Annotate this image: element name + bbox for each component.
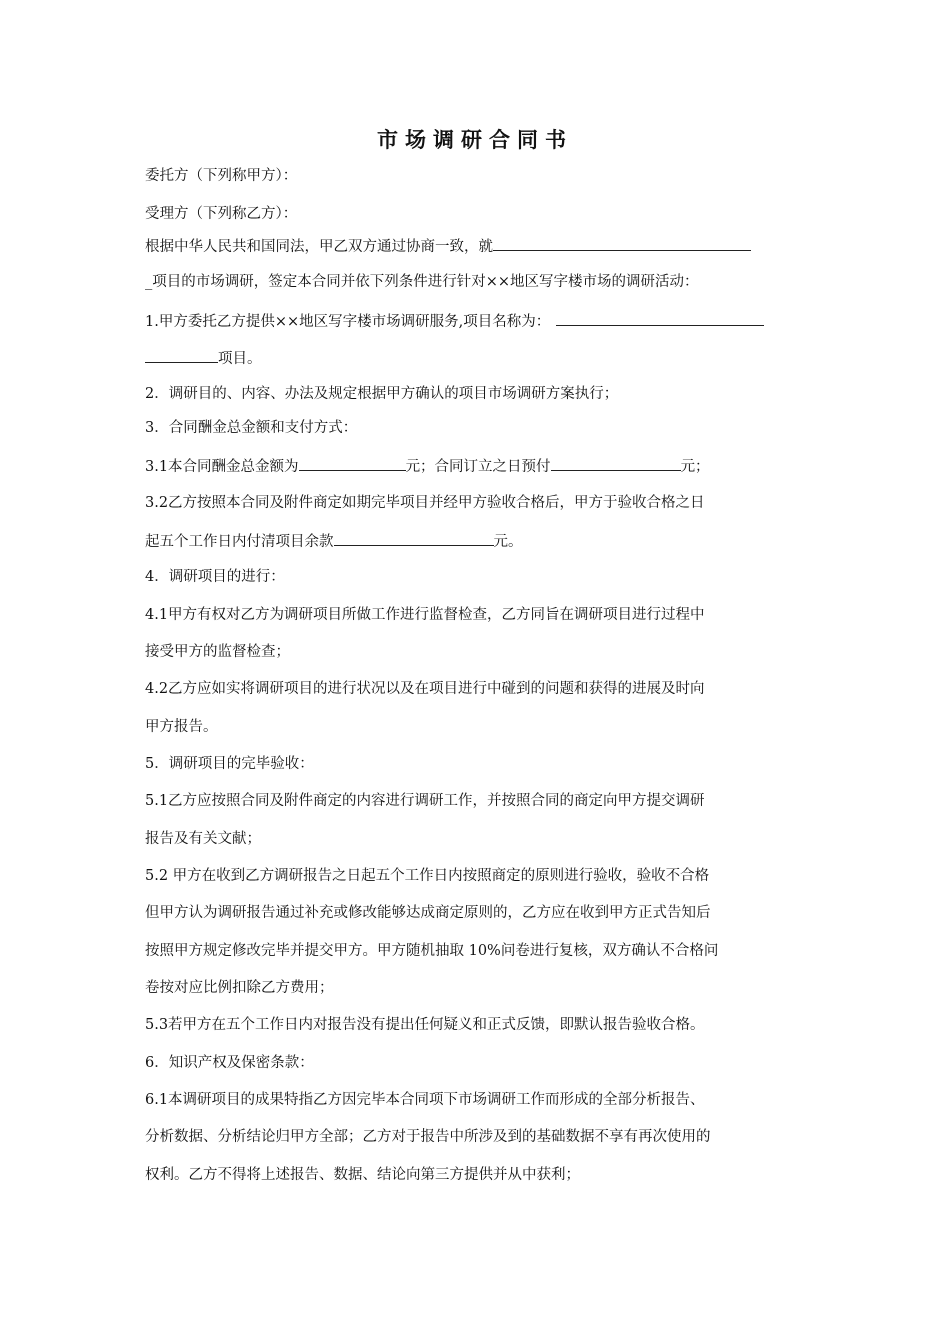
- text: 3.2乙方按照本合同及附件商定如期完毕项目并经甲方验收合格后，甲方于验收合格之日: [145, 495, 705, 511]
- text: 元。: [493, 534, 523, 550]
- text: 5.2 甲方在收到乙方调研报告之日起五个工作日内按照商定的原则进行验收，验收不合格: [145, 868, 710, 884]
- clause-5-heading: [145, 754, 815, 774]
- clause-4-2-line-1: [145, 679, 815, 699]
- fill-blank[interactable]: [556, 310, 764, 326]
- text: 权利。乙方不得将上述报告、数据、结论向第三方提供并从中获利；: [145, 1167, 580, 1183]
- clause-6-1-line-3: [145, 1165, 815, 1185]
- text: 4.2乙方应如实将调研项目的进行状况以及在项目进行中碰到的问题和获得的进展及时向: [145, 681, 705, 697]
- clause-3-heading: [145, 418, 815, 438]
- text: 受理方（下列称乙方）：: [145, 206, 298, 222]
- party-a-line: [145, 166, 815, 186]
- clause-6-heading: [145, 1053, 815, 1073]
- clause-6-1-line-2: [145, 1127, 815, 1147]
- clause-4-1-line-1: [145, 605, 815, 625]
- fill-blank[interactable]: [493, 235, 751, 251]
- text: 卷按对应比例扣除乙方费用；: [145, 980, 334, 996]
- clause-2-line: [145, 384, 815, 404]
- clause-5-1-line-2: [145, 829, 815, 849]
- clause-1-line-2: [145, 347, 815, 367]
- text: 4．调研项目的进行：: [145, 569, 285, 585]
- clause-3-2-line-1: [145, 493, 815, 513]
- text: 甲方报告。: [145, 719, 218, 735]
- clause-5-3-line: [145, 1015, 815, 1035]
- text: _项目的市场调研，签定本合同并依下列条件进行针对××地区写字楼市场的调研活动：: [145, 274, 699, 290]
- fill-blank[interactable]: [299, 455, 406, 471]
- clause-5-2-line-1: [145, 866, 815, 886]
- text: 根据中华人民共和国同法，甲乙双方通过协商一致，就: [145, 239, 493, 255]
- text: 报告及有关文献；: [145, 831, 261, 847]
- preamble-line-2: [145, 272, 815, 292]
- preamble-line-1: [145, 235, 815, 255]
- text: 6.1本调研项目的成果特指乙方因完毕本合同项下市场调研工作而形成的全部分析报告、: [145, 1092, 705, 1108]
- clause-4-heading: [145, 567, 815, 587]
- text: 起五个工作日内付清项目余款: [145, 534, 334, 550]
- clause-3-2-line-2: [145, 530, 815, 550]
- fill-blank[interactable]: [334, 530, 494, 546]
- fill-blank[interactable]: [145, 347, 218, 363]
- text: 委托方（下列称甲方）：: [145, 168, 298, 184]
- text: 4.1甲方有权对乙方为调研项目所做工作进行监督检查，乙方同旨在调研项目进行过程中: [145, 607, 705, 623]
- clause-3-1-line: [145, 455, 815, 475]
- text: 5．调研项目的完毕验收：: [145, 756, 314, 772]
- document-title: 市场调研合同书: [377, 128, 573, 152]
- clause-1-line-1: [145, 310, 815, 330]
- clause-4-2-line-2: [145, 717, 815, 737]
- text: 接受甲方的监督检查；: [145, 644, 290, 660]
- text: 元；: [680, 459, 710, 475]
- clause-5-2-line-3: [145, 941, 815, 961]
- text: 元；合同订立之日预付: [405, 459, 551, 475]
- clause-5-2-line-4: [145, 978, 815, 998]
- text: 但甲方认为调研报告通过补充或修改能够达成商定原则的，乙方应在收到甲方正式告知后: [145, 905, 711, 921]
- text: 3．合同酬金总金额和支付方式：: [145, 420, 358, 436]
- text: 按照甲方规定修改完毕并提交甲方。甲方随机抽取 10%问卷进行复核，双方确认不合格问: [145, 943, 719, 959]
- text: 1.甲方委托乙方提供××地区写字楼市场调研服务,项目名称为：: [145, 314, 551, 330]
- text: 5.1乙方应按照合同及附件商定的内容进行调研工作，并按照合同的商定向甲方提交调研: [145, 793, 705, 809]
- text: 分析数据、分析结论归甲方全部；乙方对于报告中所涉及到的基础数据不享有再次使用的: [145, 1129, 711, 1145]
- clause-5-1-line-1: [145, 791, 815, 811]
- text: 项目。: [218, 351, 262, 367]
- clause-4-1-line-2: [145, 642, 815, 662]
- party-b-line: [145, 204, 815, 224]
- clause-5-2-line-2: [145, 903, 815, 923]
- fill-blank[interactable]: [551, 455, 681, 471]
- text: 3.1本合同酬金总金额为: [145, 459, 299, 475]
- text: 6．知识产权及保密条款：: [145, 1055, 314, 1071]
- text: 2．调研目的、内容、办法及规定根据甲方确认的项目市场调研方案执行；: [145, 386, 619, 402]
- text: 5.3若甲方在五个工作日内对报告没有提出任何疑义和正式反馈，即默认报告验收合格。: [145, 1017, 705, 1033]
- clause-6-1-line-1: [145, 1090, 815, 1110]
